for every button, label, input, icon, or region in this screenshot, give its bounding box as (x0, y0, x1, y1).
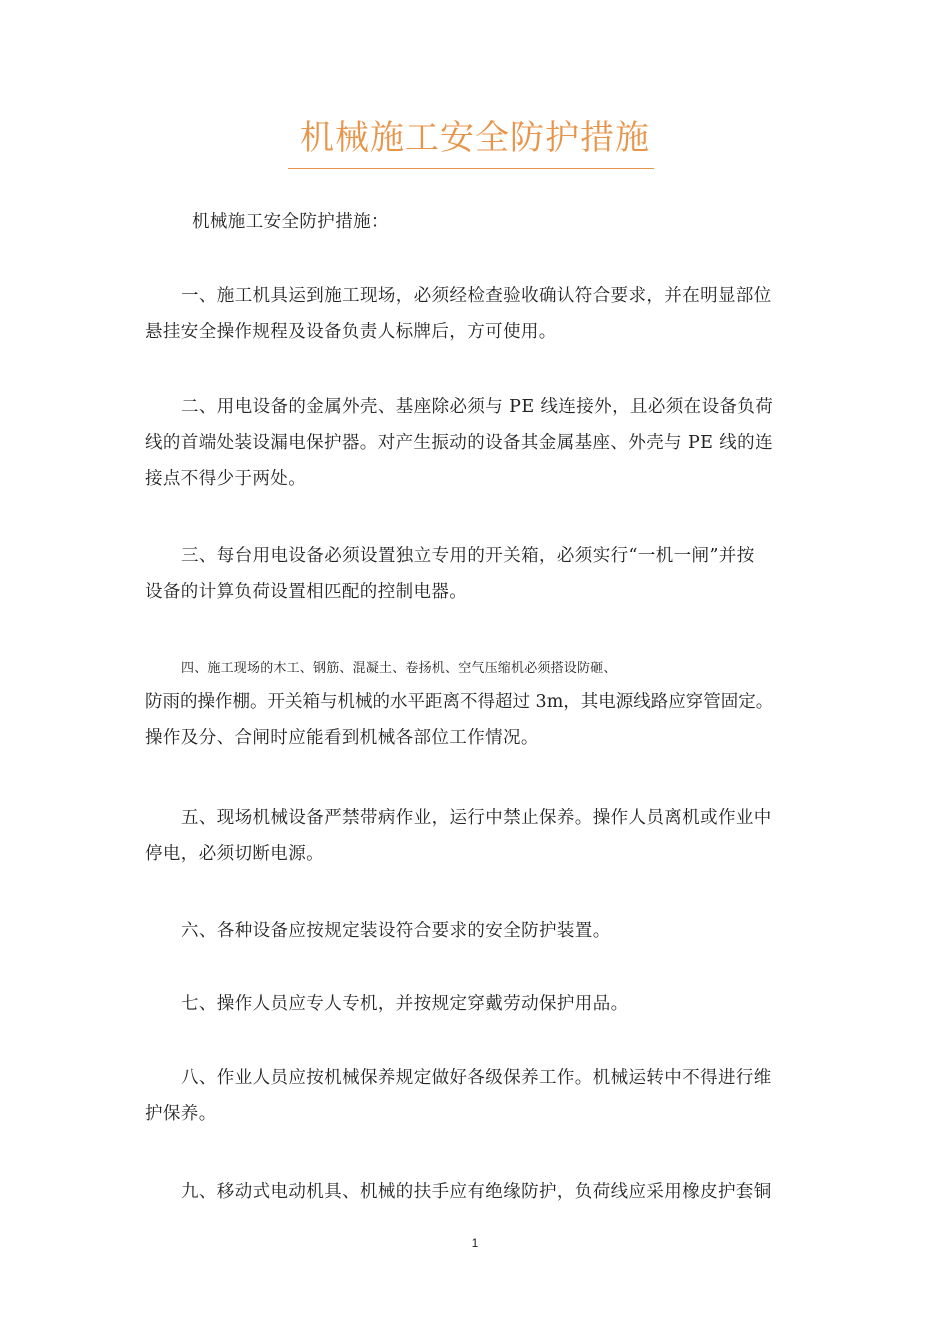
item-8-line-1: 八、作业人员应按机械保养规定做好各级保养工作。机械运转中不得进行维 (181, 1068, 772, 1088)
item-7-line-1: 七、操作人员应专人专机，并按规定穿戴劳动保护用品。 (181, 994, 629, 1014)
item-2-line-3: 接点不得少于两处。 (145, 469, 307, 489)
item-7 (145, 986, 817, 1022)
item-3-line-1: 三、每台用电设备必须设置独立专用的开关箱，必须实行“一机一闸”并按 (181, 546, 755, 566)
item-5 (145, 800, 817, 872)
item-4 (145, 654, 817, 756)
item-5-line-1: 五、现场机械设备严禁带病作业，运行中禁止保养。操作人员离机或作业中 (181, 808, 772, 828)
item-9-line-1: 九、移动式电动机具、机械的扶手应有绝缘防护，负荷线应采用橡皮护套铜 (181, 1182, 772, 1202)
intro-text: 机械施工安全防护措施： (192, 212, 389, 232)
item-4-line-1: 四、施工现场的木工、钢筋、混凝土、卷扬机、空气压缩机必须搭设防砸、 (181, 661, 617, 676)
item-2 (145, 389, 817, 497)
item-2-line-1: 二、用电设备的金属外壳、基座除必须与 PE 线连接外，且必须在设备负荷 (181, 397, 774, 417)
item-6-line-1: 六、各种设备应按规定装设符合要求的安全防护装置。 (181, 921, 611, 941)
item-6 (145, 913, 817, 949)
item-5-line-2: 停电，必须切断电源。 (145, 844, 324, 864)
item-1-line-1: 一、施工机具运到施工现场，必须经检查验收确认符合要求，并在明显部位 (181, 286, 772, 306)
item-8-line-2: 护保养。 (145, 1104, 217, 1124)
item-4-line-2: 防雨的操作棚。开关箱与机械的水平距离不得超过 3m，其电源线路应穿管固定。 (145, 692, 774, 712)
item-9 (145, 1174, 817, 1210)
intro-line (145, 204, 817, 240)
item-2-line-2: 线的首端处装设漏电保护器。对产生振动的设备其金属基座、外壳与 PE 线的连 (145, 433, 773, 453)
item-1-line-2: 悬挂安全操作规程及设备负责人标牌后，方可使用。 (145, 322, 557, 342)
item-3-line-2: 设备的计算负荷设置相匹配的控制电器。 (145, 582, 468, 602)
item-8 (145, 1060, 817, 1132)
item-4-line-3: 操作及分、合闸时应能看到机械各部位工作情况。 (145, 728, 539, 748)
page-number: 1 (471, 1236, 479, 1250)
title-underline (288, 168, 654, 169)
item-3 (145, 538, 817, 610)
page-title: 机械施工安全防护措施 (300, 118, 650, 158)
item-1 (145, 278, 817, 350)
